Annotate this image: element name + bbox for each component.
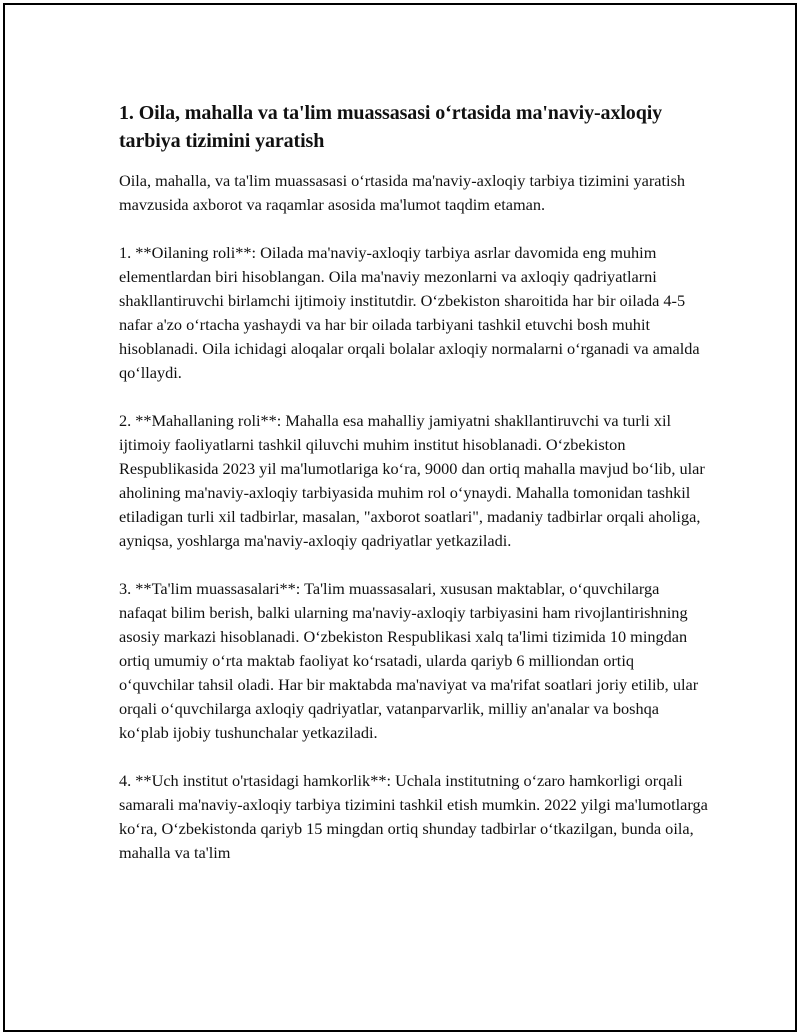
education-institutions-paragraph: 3. **Ta'lim muassasalari**: Ta'lim muassasalari, xususan maktablar, o‘quvchilarga nafaqat bilim berish, balki ularning ma'naviy-axloqiy tarbiyasini ham rivojlantirishning asosiy markazi hisoblanadi. O‘zbekiston Respublikasi xalq ta'limi tizimida 10 mingdan ortiq umumiy o‘rta maktab faoliyat ko‘rsatadi, ularda qariyb 6 milliondan ortiq o‘quvchilar tahsil oladi. Har bir maktabda ma'naviyat va ma'rifat soatlari joriy etilib, ular orqali o‘quvchilarga axloqiy qadriyatlar, vatanparvarlik, milliy an'analar va boshqa ko‘plab ijobiy tushunchalar yetkaziladi. xyxy=(119,579,699,742)
family-role-paragraph: 1. **Oilaning roli**: Oilada ma'naviy-axloqiy tarbiya asrlar davomida eng muhim elementlardan biri hisoblangan. Oila ma'naviy mezonlarni va axloqiy qadriyatlarni shakllantiruvchi birlamchi ijtimoiy institutdir. O‘zbekiston sharoitida har bir oilada 4-5 nafar a'zo o‘rtacha yashaydi va har bir oilada tarbiyani tashkil etuvchi bosh muhit hisoblanadi. Oila ichidagi aloqalar orqali bolalar axloqiy normalarni o‘rganadi va amalda qo‘llaydi. xyxy=(119,243,700,382)
document-title: 1. Oila, mahalla va ta'lim muassasasi o‘rtasida ma'naviy-axloqiy tarbiya tizimini yaratish xyxy=(119,102,663,152)
page-frame xyxy=(3,3,797,1032)
mahalla-role-paragraph: 2. **Mahallaning roli**: Mahalla esa mahalliy jamiyatni shakllantiruvchi va turli xil ijtimoiy faoliyatlarni tashkil qiluvchi muhim institut hisoblanadi. O‘zbekiston Respublikasida 2023 yil ma'lumotlariga ko‘ra, 9000 dan ortiq mahalla mavjud bo‘lib, ular aholining ma'naviy-axloqiy tarbiyasida muhim rol o‘ynaydi. Mahalla tomonidan tashkil etiladigan turli xil tadbirlar, masalan, "axborot soatlari", madaniy tadbirlar orqali aholiga, ayniqsa, yoshlarga ma'naviy-axloqiy qadriyatlar yetkaziladi. xyxy=(119,411,705,550)
cooperation-paragraph: 4. **Uch institut o'rtasidagi hamkorlik**: Uchala institutning o‘zaro hamkorligi orqali samarali ma'naviy-axloqiy tarbiya tizimini tashkil etish mumkin. 2022 yilgi ma'lumotlarga ko‘ra, O‘zbekistonda qariyb 15 mingdan ortiq shunday tadbirlar o‘tkazilgan, bunda oila, mahalla va ta'lim xyxy=(119,771,708,862)
intro-paragraph: Oila, mahalla, va ta'lim muassasasi o‘rtasida ma'naviy-axloqiy tarbiya tizimini yaratish mavzusida axborot va raqamlar asosida ma'lumot taqdim etaman. xyxy=(119,171,686,214)
document-body xyxy=(119,99,709,889)
